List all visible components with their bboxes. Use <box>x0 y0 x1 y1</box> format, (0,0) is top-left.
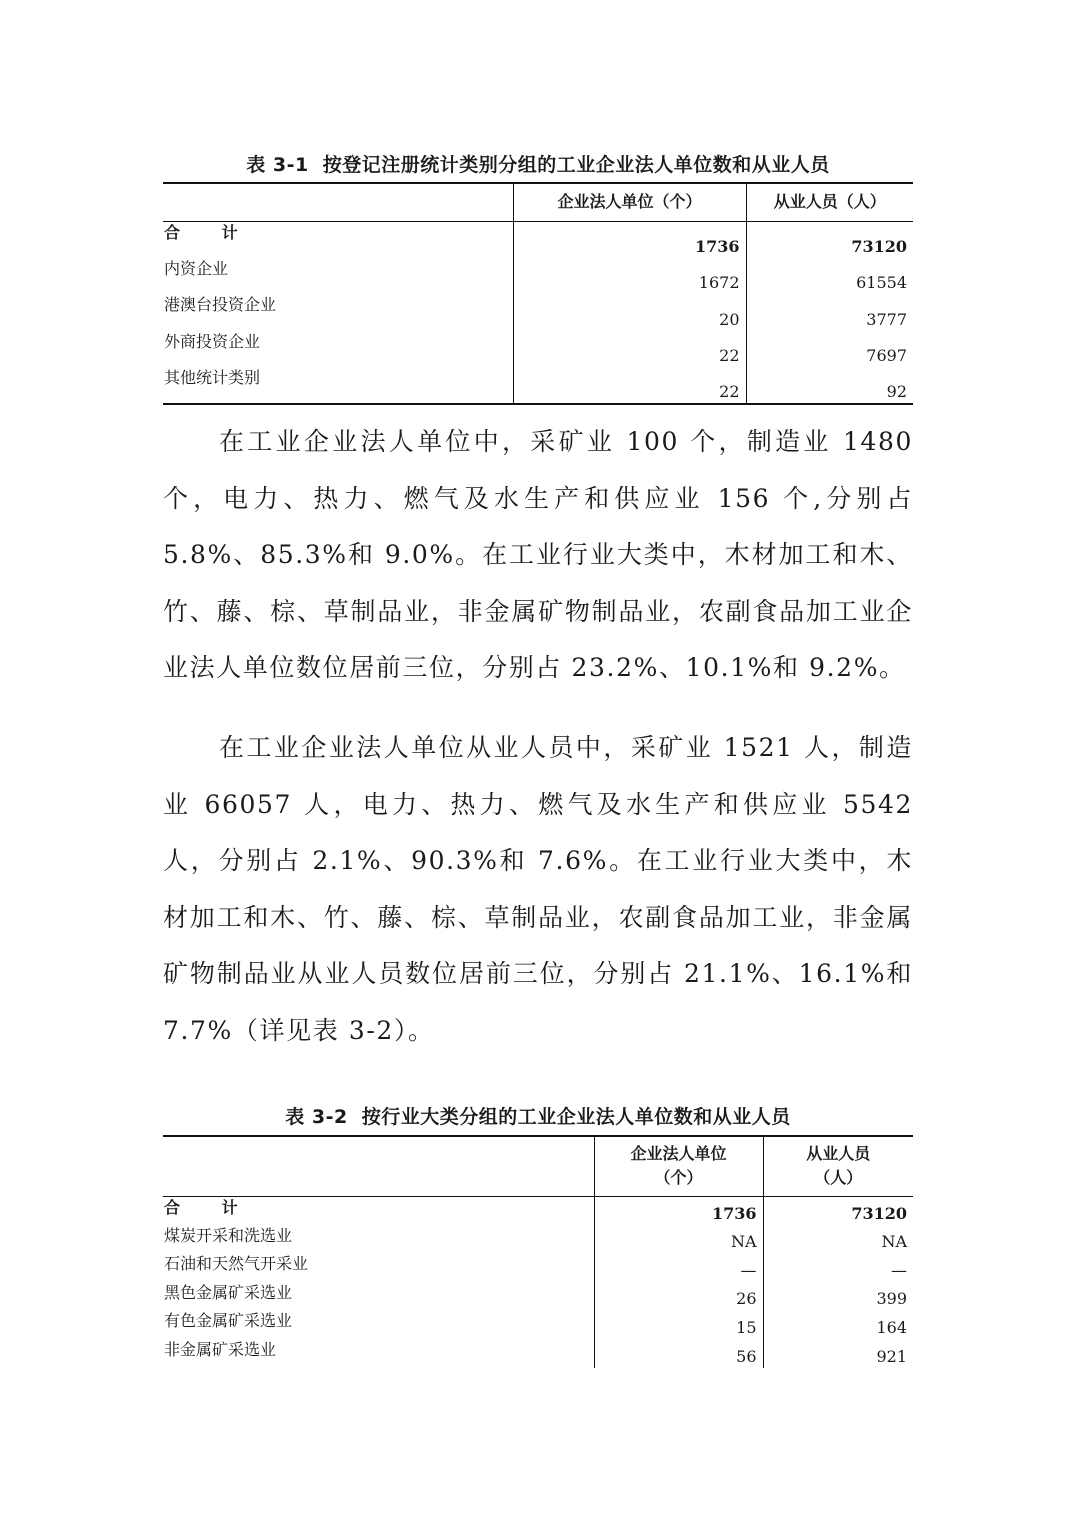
units-cell: 1672 <box>513 258 746 295</box>
units-cell: 1736 <box>513 221 746 258</box>
table-row <box>163 1253 913 1282</box>
table2-header-row <box>163 1136 913 1196</box>
units-cell: 22 <box>513 367 746 404</box>
table2 <box>163 1135 913 1368</box>
table-row <box>163 331 913 368</box>
employees-cell: — <box>763 1253 913 1282</box>
row-label: 其他统计类别 <box>164 368 261 388</box>
units-cell: 20 <box>513 294 746 331</box>
header-line: （个） <box>654 1168 703 1188</box>
table1-header-employees: 从业人员（人） <box>746 183 913 221</box>
table2-number: 表 3-2 <box>285 1106 348 1128</box>
header-line: 从业人员 <box>806 1144 871 1164</box>
table-row <box>163 1310 913 1339</box>
body-paragraph-2: 在工业企业法人单位从业人员中，采矿业 1521 人，制造业 66057 人，电力、热力、燃气及水生产和供应业 5542 人，分别占 2.1%、90.3%和 7.6%。在工业行业大类中，木材加工和木、竹、藤、棕、草制品业，农副食品加工业，非金属矿物制品业从业人员数位居前三位，分别占 21.1%、16.1%和 7.7%（详见表 3-2）。 <box>163 733 913 1045</box>
units-cell: 15 <box>594 1310 763 1339</box>
table1-header-row <box>163 183 913 221</box>
table-row <box>163 221 913 258</box>
row-label: 外商投资企业 <box>164 331 261 351</box>
header-line: （人） <box>814 1168 863 1188</box>
row-label: 黑色金属矿采选业 <box>164 1282 293 1302</box>
employees-cell: 164 <box>763 1310 913 1339</box>
row-label: 石油和天然气开采业 <box>164 1254 309 1274</box>
row-label: 煤炭开采和洗选业 <box>164 1225 293 1245</box>
table-row <box>163 1196 913 1225</box>
table1 <box>163 182 913 405</box>
table2-header-units <box>594 1136 763 1196</box>
row-label: 合 计 <box>164 222 256 242</box>
units-cell: 26 <box>594 1282 763 1311</box>
table1-header-units: 企业法人单位（个） <box>513 183 746 221</box>
table1-number: 表 3-1 <box>246 154 309 176</box>
employees-cell: 399 <box>763 1282 913 1311</box>
employees-cell: 73120 <box>763 1196 913 1225</box>
row-label: 港澳台投资企业 <box>164 295 277 315</box>
table-row <box>163 258 913 295</box>
table-row <box>163 294 913 331</box>
row-label: 合 计 <box>164 1197 256 1217</box>
employees-cell: 921 <box>763 1339 913 1368</box>
table2-caption <box>163 1102 913 1129</box>
employees-cell: 7697 <box>746 331 913 368</box>
header-line: 企业法人单位 <box>630 1144 727 1164</box>
employees-cell: 61554 <box>746 258 913 295</box>
units-cell: 56 <box>594 1339 763 1368</box>
units-cell: NA <box>594 1225 763 1254</box>
employees-cell: 92 <box>746 367 913 404</box>
employees-cell: NA <box>763 1225 913 1254</box>
row-label: 有色金属矿采选业 <box>164 1311 293 1331</box>
table-row <box>163 1339 913 1368</box>
row-label: 内资企业 <box>164 258 229 278</box>
row-label: 非金属矿采选业 <box>164 1339 277 1359</box>
units-cell: 1736 <box>594 1196 763 1225</box>
table2-header-employees <box>763 1136 913 1196</box>
employees-cell: 3777 <box>746 294 913 331</box>
table1-caption <box>163 150 913 177</box>
table2-header-blank <box>163 1136 594 1196</box>
units-cell: — <box>594 1253 763 1282</box>
employees-cell: 73120 <box>746 221 913 258</box>
table-row <box>163 1225 913 1254</box>
table1-title: 按登记注册统计类别分组的工业企业法人单位数和从业人员 <box>322 154 830 176</box>
table2-title: 按行业大类分组的工业企业法人单位数和从业人员 <box>361 1106 791 1128</box>
table-row <box>163 367 913 404</box>
units-cell: 22 <box>513 331 746 368</box>
table-row <box>163 1282 913 1311</box>
body-paragraph-1: 在工业企业法人单位中，采矿业 100 个，制造业 1480 个，电力、热力、燃气及水生产和供应业 156 个,分别占 5.8%、85.3%和 9.0%。在工业行业大类中，木材加工和木、竹、藤、棕、草制品业，非金属矿物制品业，农副食品加工业企业法人单位数位居前三位，分别占 23.2%、10.1%和 9.2%。 <box>163 427 913 682</box>
table1-header-blank <box>163 183 513 221</box>
